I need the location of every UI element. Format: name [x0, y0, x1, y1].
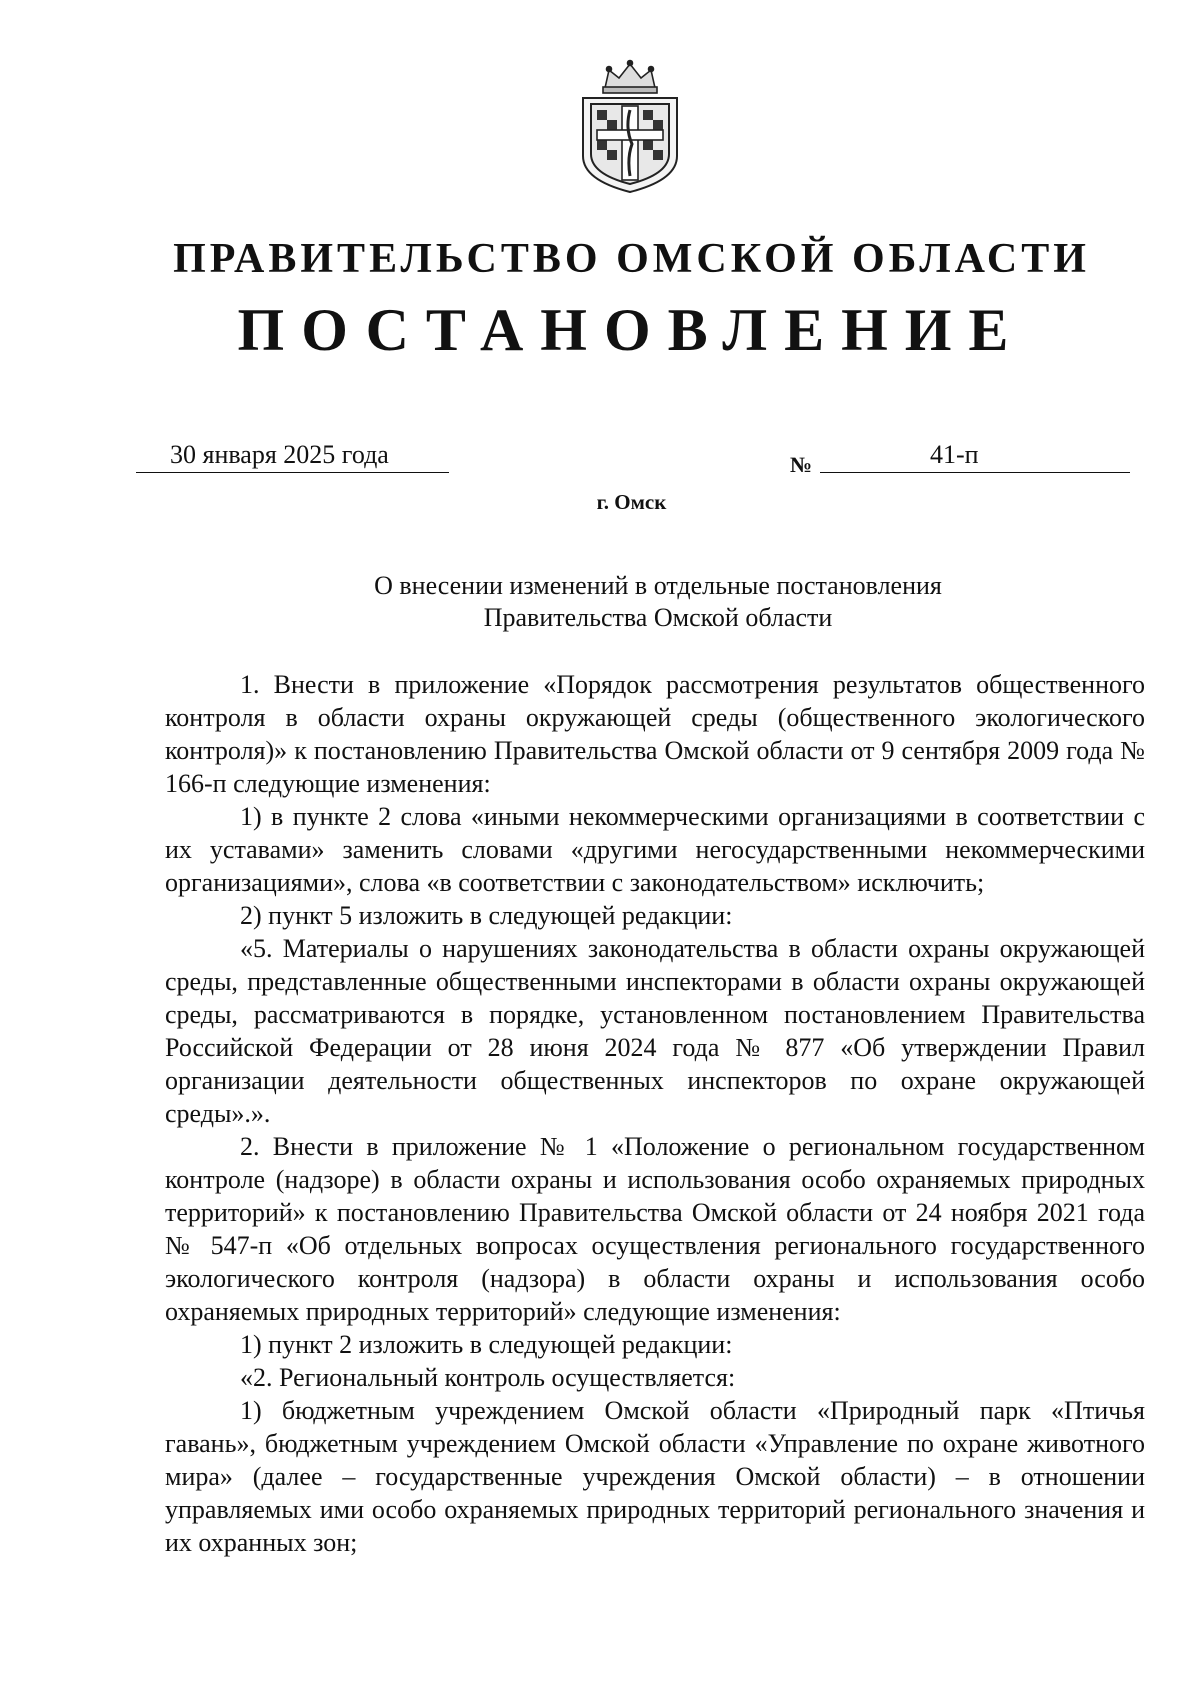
heading-line-1: О внесении изменений в отдельные постановления [374, 571, 942, 600]
coat-of-arms-icon [575, 58, 685, 196]
document-number: 41-п [930, 440, 979, 469]
document-heading [0, 570, 1200, 634]
document-type: ПОСТАНОВЛЕНИЕ [237, 297, 1026, 363]
heading-line-2: Правительства Омской области [483, 603, 833, 632]
paragraph: 1) бюджетным учреждением Омской области «Природный парк «Птичья гавань», бюджетным учреждением Омской области «Управление по охране животного мира» (далее – государственные учреждения Омской области) – в отношении управляемых ими особо охраняемых природных территорий регионального значения и их охранных зон; [165, 1396, 1145, 1557]
city: г. Омск [596, 490, 667, 514]
paragraph: 2. Внести в приложение № 1 «Положение о региональном государственном контроле (надзоре) в области охраны и использования особо охраняемых природных территорий» к постановлению Правительства Омской области от 24 ноября 2021 года № 547-п «Об отдельных вопросах осуществления регионального государственного экологического контроля (надзора) в области охраны и использования особо охраняемых природных территорий» следующие изменения: [165, 1132, 1145, 1326]
paragraph: «5. Материалы о нарушениях законодательства в области охраны окружающей среды, представленные общественными инспекторами в области охраны окружающей среды, рассматриваются в порядке, установленном постановлением Правительства Российской Федерации от 28 июня 2024 года № 877 «Об утверждении Правил организации деятельности общественных инспекторов по охране окружающей среды».». [165, 934, 1145, 1128]
paragraph: 1) пункт 2 изложить в следующей редакции: [240, 1330, 733, 1359]
paragraph: «2. Региональный контроль осуществляется: [240, 1363, 736, 1392]
number-sign: № [790, 452, 813, 477]
date-field [136, 436, 449, 473]
paragraph: 2) пункт 5 изложить в следующей редакции: [240, 901, 733, 930]
paragraph: 1. Внести в приложение «Порядок рассмотрения результатов общественного контроля в области охраны окружающей среды (общественного экологического контроля)» к постановлению Правительства Омской области от 9 сентября 2009 года № 166-п следующие изменения: [165, 670, 1145, 798]
organization-title: ПРАВИТЕЛЬСТВО ОМСКОЙ ОБЛАСТИ [173, 236, 1090, 282]
document-body [165, 668, 1145, 1559]
paragraph: 1) в пункте 2 слова «иными некоммерческими организациями в соответствии с их уставами» заменить словами «другими негосударственными некоммерческими организациями», слова «в соответствии с законодательством» исключить; [165, 802, 1145, 897]
document-date: 30 января 2025 года [170, 440, 389, 469]
number-field [820, 436, 1130, 473]
